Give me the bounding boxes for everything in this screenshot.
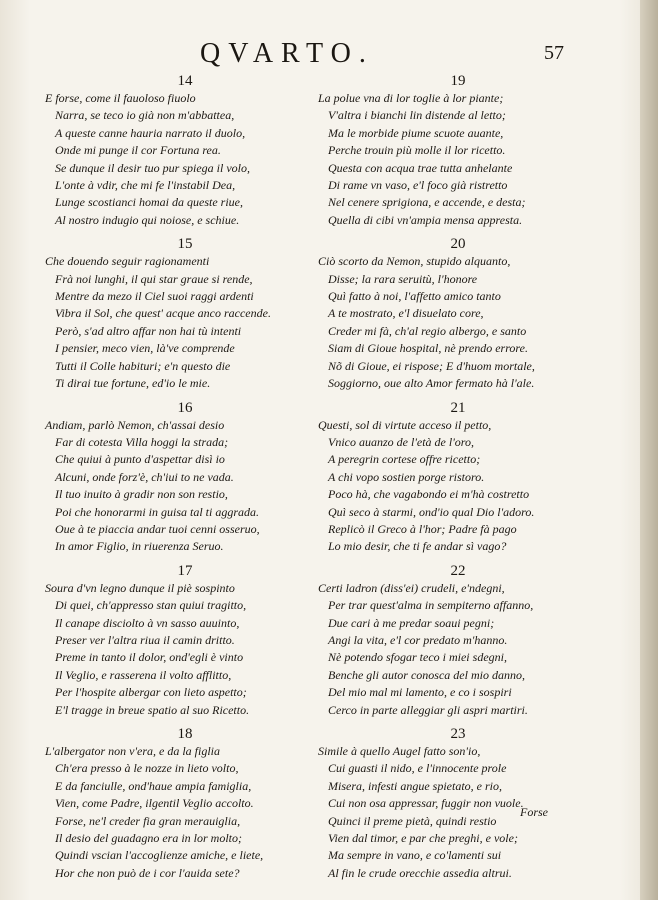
- left-column: [45, 72, 325, 882]
- verse-line: I pensier, meco vien, là've comprende: [55, 341, 235, 356]
- verse-line: Forse, ne'l creder fia gran merauiglia,: [55, 813, 241, 828]
- verse-line: Disse; la rara seruitù, l'honore: [328, 271, 478, 286]
- verse-line: Andiam, parlò Nemon, ch'assai desio: [45, 417, 225, 432]
- verse-line: Il desio del guadagno era in lor molto;: [55, 831, 242, 846]
- verse-line: Di rame vn vaso, e'l foco già ristretto: [328, 178, 508, 193]
- stanza: [318, 399, 598, 556]
- verse-line: Poi che honorarmi in guisa tal ti aggrada.: [55, 504, 259, 519]
- page-number: 57: [544, 42, 564, 64]
- verse-line: L'onte à vdir, che mi fe l'instabil Dea,: [55, 178, 236, 193]
- verse-line: Vien dal timor, e par che preghi, e vole;: [328, 831, 518, 846]
- verse-line: Del mio mal mi lamento, e co i sospiri: [328, 685, 512, 700]
- verse-line: Poco hà, che vagabondo ei m'hà costretto: [328, 487, 530, 502]
- page-edge: [640, 0, 658, 900]
- stanza-number: 21: [450, 399, 466, 416]
- catchword: Forse: [520, 805, 548, 819]
- verse-line: Vien, come Padre, ilgentil Veglio accolto.: [55, 796, 254, 811]
- verse-line: Per l'hospite albergar con lieto aspetto;: [55, 685, 247, 700]
- verse-line: Ma sempre in vano, e co'lamenti sui: [328, 848, 502, 863]
- stanza-number: 23: [450, 726, 466, 742]
- running-header: QVARTO.: [200, 38, 374, 69]
- verse-line: Onde mi punge il cor Fortuna rea.: [55, 143, 221, 158]
- right-column: [318, 72, 598, 882]
- verse-line: Se dunque il desir tuo pur spiega il volo,: [55, 160, 250, 175]
- verse-line: Nel cenere sprigiona, e accende, e desta;: [328, 195, 526, 210]
- verse-line: Soggiorno, oue alto Amor fermato hà l'ale.: [328, 376, 535, 391]
- verse-line: Simile à quello Augel fatto son'io,: [318, 744, 481, 758]
- verse-line: Questa con acqua trae tutta anhelante: [328, 160, 513, 175]
- verse-line: A te mostrato, e'l disuelato core,: [328, 306, 484, 321]
- verse-line: Hor che non può de i cor l'auida sete?: [55, 865, 240, 880]
- stanza: [318, 72, 598, 229]
- verse-line: Frà noi lunghi, il qui star graue si rende,: [55, 271, 253, 286]
- stanza: [45, 235, 325, 392]
- verse-line: Nè potendo sfogar teco i miei sdegni,: [328, 650, 507, 665]
- verse-line: Soura d'vn legno dunque il piè sospinto: [45, 580, 235, 595]
- verse-line: Vnico auanzo de l'età de l'oro,: [328, 434, 474, 449]
- verse-line: Benche gli autor conosca del mio danno,: [328, 667, 525, 682]
- stanza-number: 15: [177, 236, 193, 253]
- verse-line: Per trar quest'alma in sempiterno affanno,: [328, 598, 534, 613]
- verse-line: E da fanciulle, ond'haue ampia famiglia,: [55, 778, 252, 793]
- verse-line: E'l tragge in breue spatio al suo Ricetto.: [55, 702, 250, 717]
- stanza-number: 20: [450, 236, 466, 253]
- verse-line: Il canape disciolto à vn sasso auuinto,: [55, 615, 240, 630]
- verse-line: Ch'era presso à le nozze in lieto volto,: [55, 761, 239, 776]
- verse-line: A queste canne hauria narrato il duolo,: [55, 125, 246, 140]
- verse-line: Siam di Gioue hospital, nè prendo errore.: [328, 341, 528, 356]
- stanza-number: 17: [177, 562, 193, 579]
- verse-line: Angi la vita, e'l cor predato m'hanno.: [328, 632, 508, 647]
- verse-line: Vibra il Sol, che quest' acque anco raccende.: [55, 306, 271, 321]
- verse-line: A chi vopo sostien porge ristoro.: [328, 469, 485, 484]
- verse-line: Cui guasti il nido, e l'innocente prole: [328, 761, 507, 776]
- verse-line: Mentre da mezo il Ciel suoi raggi ardenti: [55, 289, 254, 304]
- stanza-number: 16: [177, 399, 193, 416]
- verse-line: Preser ver l'altra riua il camin dritto.: [55, 632, 235, 647]
- verse-line: Che quiui à punto d'aspettar disì io: [55, 452, 225, 467]
- verse-line: Cui non osa appressar, fuggir non vuole.: [328, 796, 524, 811]
- verse-line: Al nostro indugio qui noiose, e schiue.: [55, 212, 240, 227]
- verse-line: Lunge scostianci homai da queste riue,: [55, 195, 243, 210]
- stanza: [318, 725, 598, 882]
- verse-line: Perche trouin più molle il lor ricetto.: [328, 143, 506, 158]
- verse-line: Ma le morbide piume scuote auante,: [328, 125, 504, 140]
- stanza: [45, 72, 325, 229]
- verse-line: La polue vna di lor toglie à lor piante;: [318, 91, 504, 105]
- stanza-number: 18: [177, 726, 193, 742]
- verse-line: Due cari à me predar soaui pegni;: [328, 615, 495, 630]
- verse-line: Oue à te piaccia andar tuoi cenni osseruo,: [55, 521, 260, 536]
- verse-line: Quì seco à starmi, ond'io qual Dio l'adoro.: [328, 504, 535, 519]
- verse-line: L'albergator non v'era, e da la figlia: [45, 744, 221, 758]
- verse-line: Quì fatto à noi, l'affetto amico tanto: [328, 289, 501, 304]
- stanza: [45, 399, 325, 556]
- verse-line: Certi ladron (diss'ei) crudeli, e'ndegni,: [318, 580, 505, 595]
- verse-line: Il Veglio, e rasserena il volto afflitto,: [55, 667, 232, 682]
- stanza: [45, 725, 325, 882]
- verse-line: E forse, come il fauoloso fiuolo: [45, 91, 196, 105]
- verse-line: Nõ di Gioue, ei rispose; E d'huom mortale,: [328, 358, 535, 373]
- verse-line: Quindi vscian l'accoglienze amiche, e liete,: [55, 848, 264, 863]
- verse-line: Ciò scorto da Nemon, stupido alquanto,: [318, 254, 511, 269]
- verse-line: Alcuni, onde forz'è, ch'iui to ne vada.: [55, 469, 234, 484]
- stanza: [45, 562, 325, 719]
- verse-line: A peregrin cortese offre ricetto;: [328, 452, 481, 467]
- verse-line: Tutti il Colle habituri; e'n questo die: [55, 358, 231, 373]
- verse-line: Quinci il preme pietà, quindi restio: [328, 813, 497, 828]
- verse-line: Ti dirai tue fortune, ed'io le mie.: [55, 376, 211, 391]
- verse-line: Preme in tanto il dolor, ond'egli è vinto: [55, 650, 244, 665]
- stanza-number: 22: [450, 562, 466, 579]
- verse-line: In amor Figlio, in riuerenza Seruo.: [55, 539, 224, 554]
- verse-line: Replicò il Greco à l'hor; Padre fà pago: [328, 521, 517, 536]
- verse-line: Questi, sol di virtute acceso il petto,: [318, 417, 492, 432]
- verse-line: Al fin le crude orecchie assedia altrui.: [328, 865, 512, 880]
- verse-line: Misera, infesti angue spietato, e rio,: [328, 778, 502, 793]
- verse-line: Quella di cibi vn'ampia mensa appresta.: [328, 212, 523, 227]
- verse-line: Di quei, ch'appresso stan quiui tragitto,: [55, 598, 247, 613]
- stanza: [318, 235, 598, 392]
- verse-line: Che douendo seguir ragionamenti: [45, 254, 210, 269]
- verse-line: Creder mi fà, ch'al regio albergo, e santo: [328, 323, 527, 338]
- stanza: [318, 562, 598, 719]
- verse-line: Lo mio desir, che ti fe andar sì vago?: [328, 539, 507, 554]
- verse-line: Cerco in parte alleggiar gli aspri martiri.: [328, 702, 528, 717]
- verse-line: Il tuo inuito à gradir non son restio,: [55, 487, 228, 502]
- verse-line: Narra, se teco io già non m'abbattea,: [55, 108, 235, 123]
- verse-line: V'altra i bianchi lin distende al letto;: [328, 108, 506, 123]
- verse-line: Far di cotesta Villa hoggi la strada;: [55, 434, 229, 449]
- stanza-number: 19: [450, 73, 466, 89]
- verse-line: Però, s'ad altro affar non hai tù intenti: [55, 323, 242, 338]
- stanza-number: 14: [177, 73, 193, 89]
